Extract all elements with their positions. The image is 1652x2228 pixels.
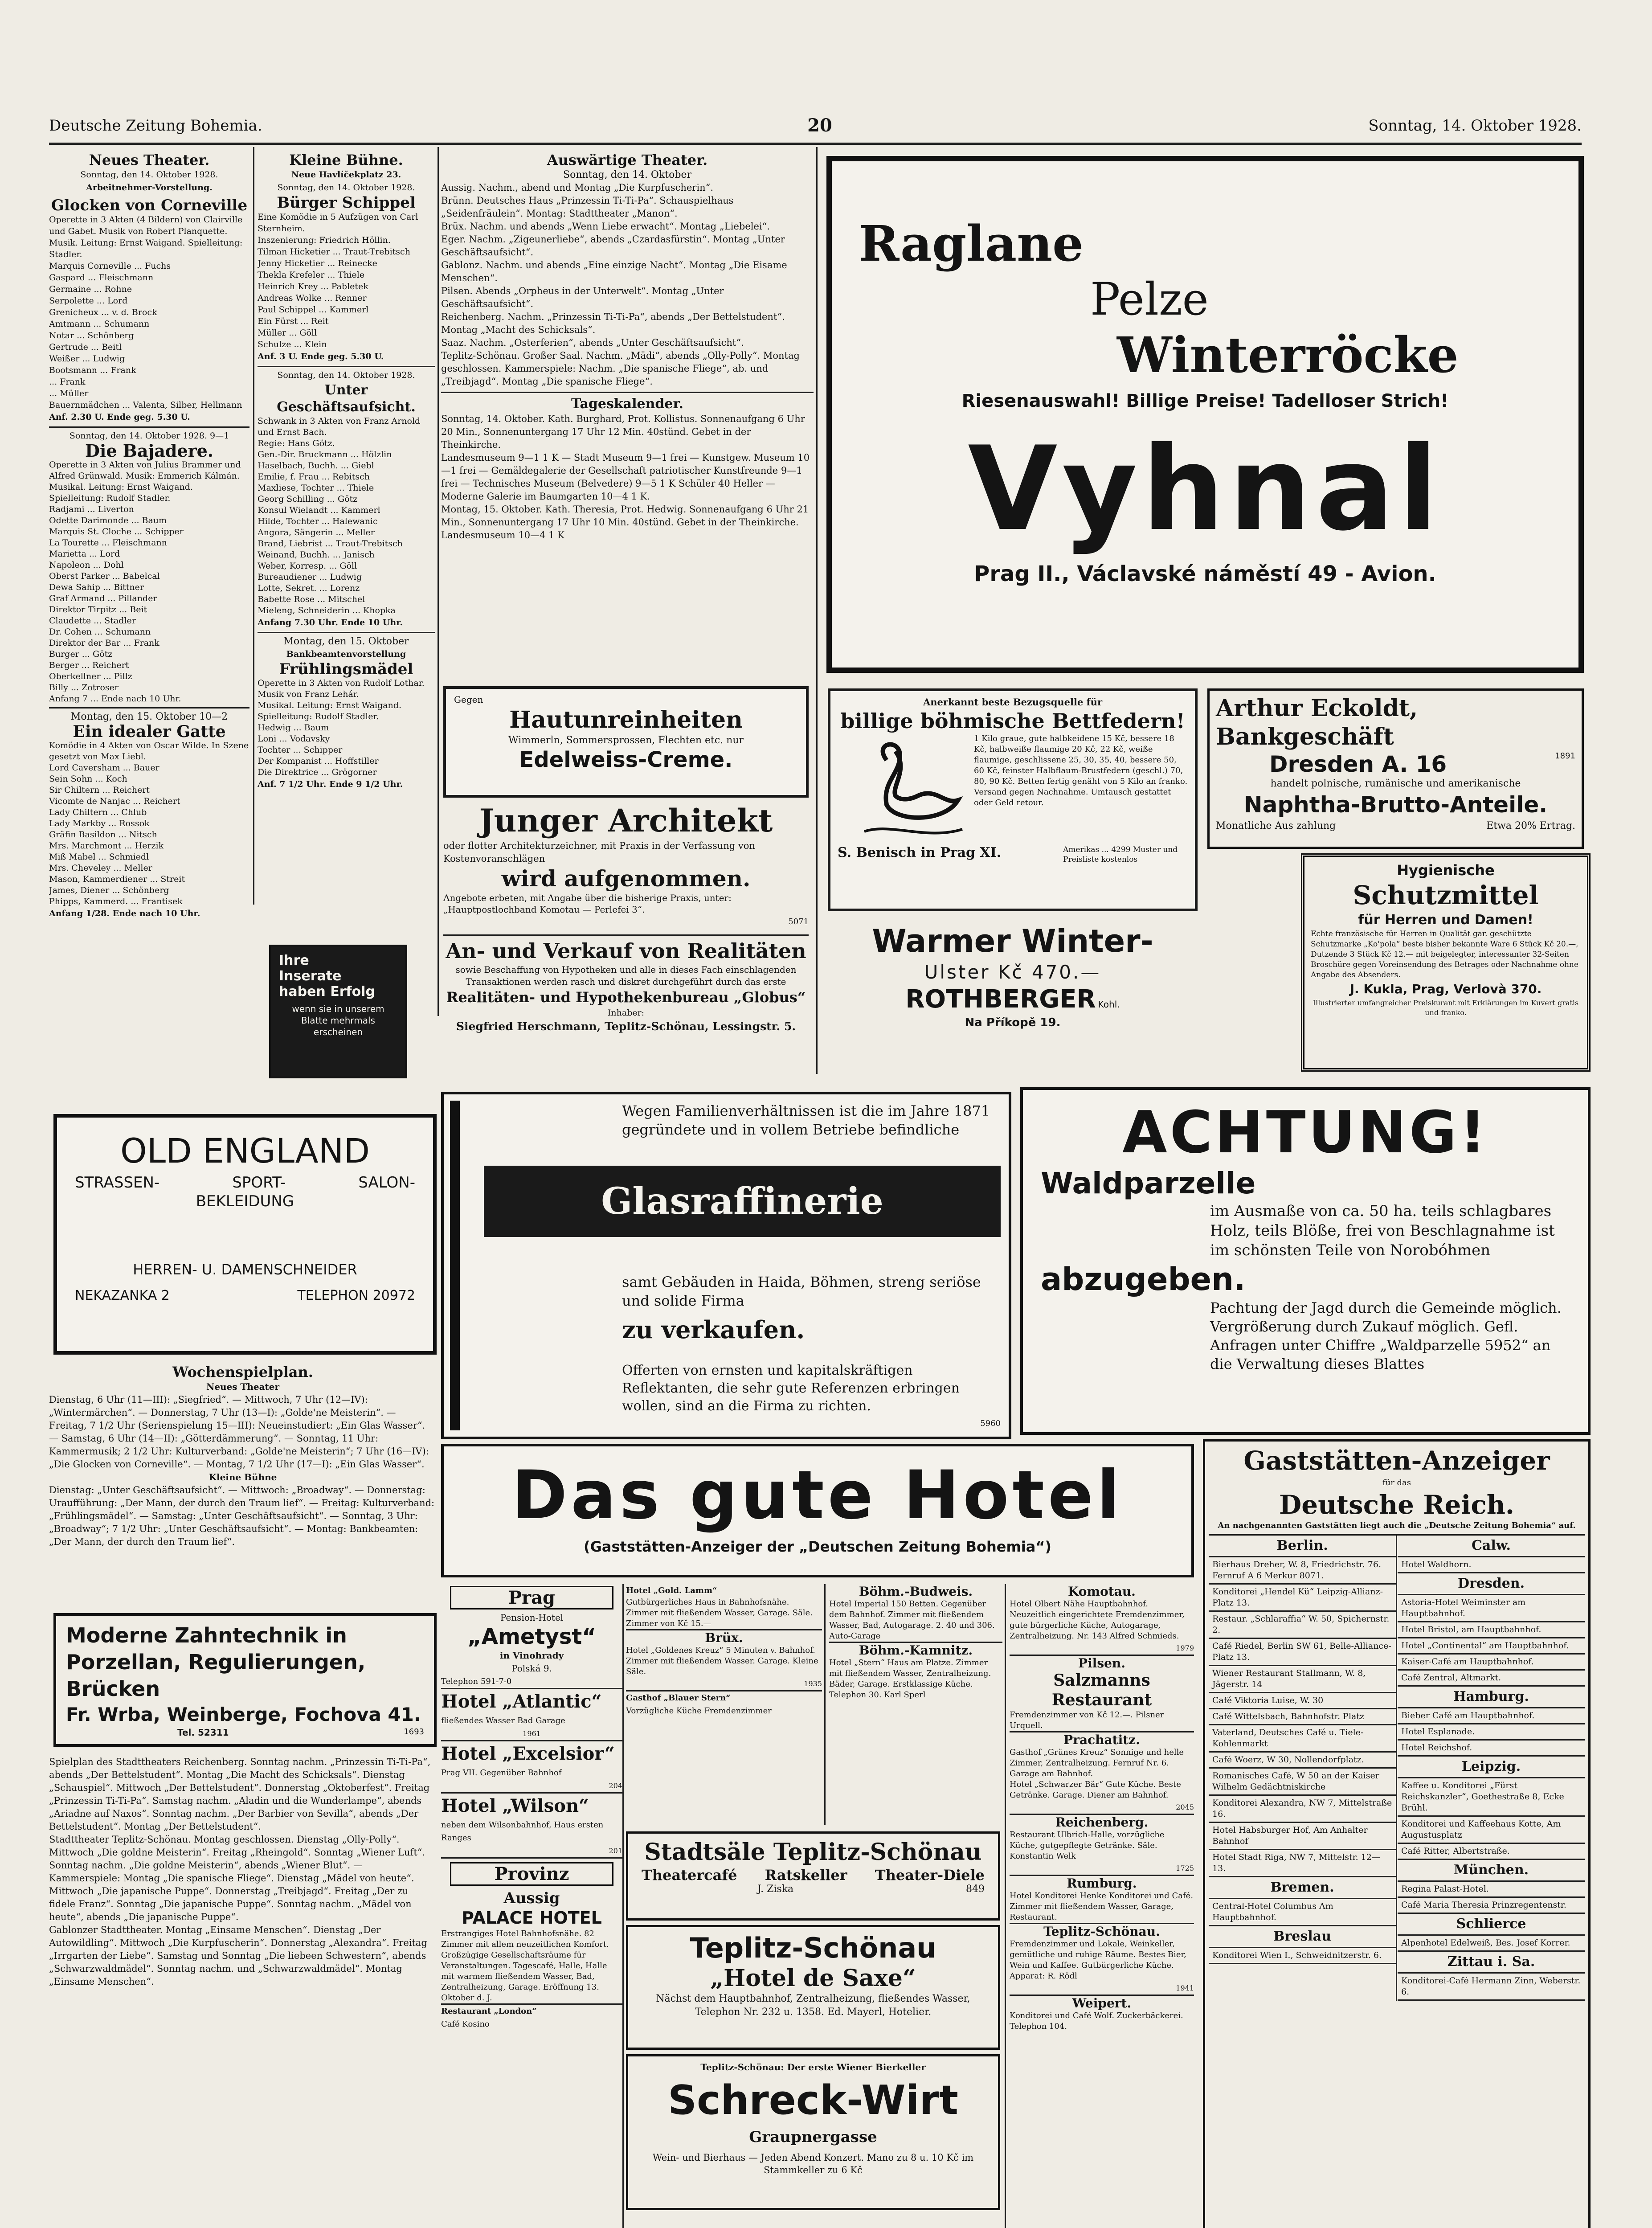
gaststaetten-city-heading: Bremen. [1209, 1877, 1396, 1899]
bett-firm: S. Benisch in Prag XI. [838, 845, 1002, 860]
schutz-foot: Illustrierter umfangreicher Preiskurant mit Erklärungen im Kuvert gratis und franko. [1313, 999, 1579, 1017]
auswaertige-title: Auswärtige Theater. [547, 152, 708, 168]
gaststaetten-entry: Alpenhotel Edelweiß, Bes. Josef Korrer. [1398, 1936, 1585, 1952]
brux-body: Hotel „Goldenes Kreuz“ 5 Minuten v. Bahnhof. Zimmer mit fließendem Wasser. Garage. Kleine Säle. [626, 1646, 818, 1676]
oe-l1a: STRASSEN- [75, 1174, 160, 1192]
gaststaetten-entry: Hotel Esplanade. [1398, 1724, 1585, 1741]
rothberger-brand-row [835, 985, 1190, 1014]
eckoldt-l1: handelt polnische, rumänische und amerikanische [1270, 778, 1521, 789]
weipert-heading: Weipert. [1072, 1996, 1132, 2011]
excelsior-title: Hotel „Excelsior“ [441, 1743, 615, 1764]
pilsen-heading: Pilsen. [1078, 1656, 1125, 1671]
ametyst-tel: Telephon 591-7-0 [441, 1675, 622, 1689]
ametyst-pre: Pension-Hotel [500, 1612, 564, 1623]
eckoldt-l3: Monatliche Aus zahlung [1216, 820, 1336, 831]
achtung-ad [1020, 1087, 1591, 1435]
header-rule [49, 143, 1582, 145]
architekt-ad [443, 802, 809, 936]
prachatitz2-body: Hotel „Schwarzer Bär“ Gute Küche. Beste Getränke. Garage. Diener am Bahnhof. [1010, 1780, 1181, 1800]
gaststaetten-city-heading: Zittau i. Sa. [1398, 1952, 1585, 1974]
schreck-sub: Graupnergasse [749, 2128, 877, 2146]
gaststaetten-entry: Vaterland, Deutsches Café u. Tiele-Kohlenmarkt [1209, 1725, 1396, 1753]
wochenspielplan [49, 1364, 437, 1613]
komotau-body: Hotel Olbert Nähe Hauptbahnhof. Neuzeitlich eingerichtete Fremdenzimmer, gute bürgerliche Küche, Autogarage, Zentralheizung. Nr. 143 Alfred Schmieds. [1010, 1599, 1185, 1641]
rothberger-ad [828, 918, 1198, 1065]
schutz-firm: J. Kukla, Prag, Verlovà 370. [1349, 982, 1542, 996]
glocken-cast: Operette in 3 Akten (4 Bildern) von Clairville und Gabet. Musik von Robert Planquette. Musik. Leitung: Ernst Waigand. Spielleitung: Stadler. Marquis Corneville ... Fuchs Gaspard ... Fleischmann Germaine ... Rohne Serpolette ... Lord Grenicheux ... v. d. Brock Amtmann ... Schumann Notar ... Schönberg Gertrude ... Beitl Weißer ... Ludwig Bootsmann ... Frank ... Frank ... Müller Bauernmädchen ... Valenta, Silber, Hellmann [49, 215, 243, 410]
bett-foot-row [838, 845, 1188, 864]
zahn-code: 1693 [404, 1727, 424, 1737]
glasraffinerie-ad [441, 1092, 1011, 1439]
stern-sub: Vorzügliche Küche Fremdenzimmer [626, 1706, 772, 1716]
rothberger-brand: ROTHBERGER [905, 985, 1096, 1014]
page-header-right: Sonntag, 14. Oktober 1928. [1368, 117, 1582, 135]
london-sub: Café Kosino [441, 2019, 490, 2029]
gaststaetten-grid [1209, 1536, 1585, 2001]
gaststaetten-entry: Hotel Stadt Riga, NW 7, Mittelstr. 12—13. [1209, 1850, 1396, 1877]
wochen-sub1: Neues Theater [206, 1381, 280, 1392]
oe-l1 [75, 1174, 415, 1192]
oe-l1b: SPORT- [232, 1174, 286, 1192]
eckoldt-city-row [1216, 751, 1575, 777]
komotau-code: 1979 [1010, 1642, 1194, 1656]
gaststaetten-city-heading: Dresden. [1398, 1573, 1585, 1595]
neues-sub: Arbeitnehmer-Vorstellung. [86, 183, 213, 192]
rumburg-body: Hotel Konditorei Henke Konditorei und Café. Zimmer mit fließendem Wasser, Garage, Restaurant. [1010, 1891, 1194, 1924]
saxe-city: Teplitz-Schönau [690, 1932, 936, 1964]
vyhnal-ad [826, 156, 1584, 673]
gaststaetten-entry: Café Viktoria Luise, W. 30 [1209, 1693, 1396, 1709]
gold-lamm-body: Gutbürgerliches Haus in Bahnhofsnähe. Zimmer mit fließendem Wasser, Garage. Säle. Zimmer von Kč 15.— [626, 1597, 822, 1630]
gatte-date: Montag, den 15. Oktober 10—2 [70, 711, 228, 722]
gaststaetten-note: An nachgenannten Gaststätten liegt auch die „Deutsche Zeitung Bohemia“ auf. [1209, 1520, 1585, 1536]
schutz-body: Echte französische für Herren in Qualität gar. geschützte Schutzmarke „Ko'pola“ beste bisher bekannte Ware 6 Stück Kč 20.—, Dutzende 3 Stück Kč 12.— mit beigelegter, interessanter 32-Seiten Broschüre gegen Voreinsendung des Betrages oder Nachnahme ohne Angabe des Absenders. [1311, 930, 1578, 979]
prachatitz-heading: Prachatitz. [1063, 1732, 1140, 1747]
bett-head: Anerkannt beste Bezugsquelle für [923, 696, 1103, 708]
prag-heading: Prag [450, 1586, 613, 1610]
ametyst-title: „Ametyst“ [467, 1624, 596, 1649]
schreck-foot: Wein- und Bierhaus — Jeden Abend Konzert. Mano zu 8 u. 10 Kč im Stammkeller zu 6 Kč [652, 2152, 974, 2175]
vyhnal-pelze: Pelze [1090, 273, 1209, 325]
schippel-cast: Eine Komödie in 5 Aufzügen von Carl Sternheim. Inszenierung: Friedrich Höllin. Tilman Hicketier ... Traut-Trebitsch Jenny Hicketier ... Reinecke Thekla Krefeler ... Thiele Heinrich Krey ... Pabletek Andreas Wolke ... Renner Paul Schippel ... Kammerl Ein Fürst ... Reit Müller ... Göll Schulze ... Klein [258, 212, 418, 349]
edelweiss-ad [443, 686, 809, 798]
glas-code: 5960 [980, 1419, 1001, 1428]
gaststaetten-entry: Café Ritter, Albertstraße. [1398, 1844, 1585, 1860]
gaststaetten-entry: Konditorei Wien I., Schweidnitzerstr. 6. [1209, 1948, 1396, 1964]
gaststaetten-city-heading: Leipzig. [1398, 1757, 1585, 1778]
oe-l1c: SALON- [358, 1174, 415, 1192]
gaststaetten-entry: Café Zentral, Altmarkt. [1398, 1671, 1585, 1687]
auswaertige-column [441, 152, 814, 686]
glas-bracket [450, 1101, 481, 1430]
kleine-date: Sonntag, den 14. Oktober 1928. [277, 183, 415, 192]
budweis-body: Hotel Imperial 150 Betten. Gegenüber dem Bahnhof. Zimmer mit fließendem Wasser, Bad, Autogarage. 2. 40 und 306. Auto-Garage [829, 1599, 1002, 1643]
stadtsaele-sub3: Theater-Diele [875, 1867, 985, 1884]
schutz-head: Hygienische [1397, 862, 1495, 879]
gaststaetten-title: Gaststätten-Anzeiger [1243, 1446, 1550, 1476]
rothberger-l2: Ulster Kč 470.— [924, 961, 1101, 983]
schutz-sub: für Herren und Damen! [1358, 912, 1533, 928]
stadtsaele-owner: J. Ziska [757, 1884, 794, 1895]
saxe-body: Nächst dem Hauptbahnhof, Zentralheizung, fließendes Wasser, Telephon Nr. 232 u. 1358. Ed. Mayerl, Hotelier. [656, 1993, 970, 2018]
inserate-ad [269, 945, 407, 1078]
gaststaetten-entry: Café Woerz, W 30, Nollendorfplatz. [1209, 1753, 1396, 1769]
fruehling-date: Montag, den 15. Oktober [283, 636, 409, 647]
stadtsaele-sub1: Theatercafé [642, 1867, 737, 1884]
eckoldt-l34 [1216, 819, 1575, 832]
hotels-col-c [824, 1584, 1002, 1825]
kamnitz-body: Hotel „Stern“ Haus am Platze. Zimmer mit fließendem Wasser, Zentralheizung. Bäder, Garage. Erstklassige Küche. Telephon 30. Karl Sperl [829, 1658, 991, 1700]
zahn-l2: Fr. Wrba, Weinberge, Fochova 41. [66, 1704, 421, 1725]
gaststaetten-anzeiger [1203, 1439, 1591, 2228]
gaststaetten-entry: Konditorei-Café Hermann Zinn, Weberstr. 6. [1398, 1974, 1585, 2001]
wochen-body1: Dienstag, 6 Uhr (11—III): „Siegfried“. — Mittwoch, 7 Uhr (12—IV): „Wintermärchen“. — Donnerstag, 7 Uhr (13—I): „Golde'ne Meisterin“. — Freitag, 7 1/2 Uhr (Serienspielung 15—III): Neueinstudiert: „Ein Glas Wasser“. — Samstag, 6 Uhr (14—II): „Götterdämmerung“. — Sonntag, 11 Uhr: Kammermusik; 2 1/2 Uhr: Kulturverband: „Golde'ne Meisterin“; 7 Uhr (16—IV): „Die Glocken von Corneville“. — Montag, 7 1/2 Uhr (17—I): „Ein Glas Wasser“. [49, 1394, 429, 1470]
glas-top: Wegen Familienverhältnissen ist die im Jahre 1871 gegründete und in vollem Betriebe befindliche [622, 1102, 990, 1138]
hotels-col-a [441, 1584, 624, 2228]
realitaeten-owner-label: Inhaber: [607, 1008, 645, 1018]
bett-body: 1 Kilo graue, gute halbkeidene 15 Kč, bessere 18 Kč, halbweiße flaumige 20 Kč, 22 Kč, weiße flaumige, geschlissene 25, 30, 35, 40, bessere 50, 60 Kč, feinster Halbflaum-Brustfedern (geschl.) 70, 80, 90 Kč. Betten fertig genäht von 5 Kilo an franko. Versand gegen Nachnahme. Umtausch gestattet oder Geld retour. [974, 734, 1188, 807]
wochen-body2: Dienstag: „Unter Geschäftsaufsicht“. — Mittwoch: „Broadway“. — Donnerstag: Uraufführung: „Der Mann, der durch den Traum lief“. — Freitag: Kulturverband: „Frühlingsmädel“. — Samstag: „Unter Geschäftsaufsicht“. — Sonntag, 3 Uhr: „Broadway“; 7 1/2 Uhr: „Unter Geschäftsaufsicht“. — Montag: Bankbeamten: „Der Mann, der durch den Traum lief“. [49, 1485, 435, 1547]
achtung-body: im Ausmaße von ca. 50 ha. teils schlagbares Holz, teils Blöße, frei von Beschlagnahme ist im schönsten Teile von Norobóhmen [1210, 1202, 1555, 1259]
hotels-col-d [1005, 1584, 1194, 2228]
gaststaetten-entry: Bieber Café am Hauptbahnhof. [1398, 1708, 1585, 1724]
oe-l3: HERREN- U. DAMENSCHNEIDER [133, 1261, 357, 1278]
glocken-times: Anf. 2.30 U. Ende geg. 5.30 U. [49, 411, 249, 428]
achtung-big: abzugeben. [1041, 1261, 1246, 1298]
gutes-hotel-title: Das gute Hotel [511, 1457, 1124, 1534]
edelweiss-l3: Edelweiss-Creme. [519, 747, 733, 772]
gaststaetten-entry: Konditorei und Kaffeehaus Kotte, Am Augustusplatz [1398, 1817, 1585, 1844]
teplitz2-code: 1941 [1010, 1982, 1194, 1996]
gaststaetten-col-left [1209, 1536, 1397, 2001]
edelweiss-l1: Hautunreinheiten [509, 706, 743, 733]
wilson-title: Hotel „Wilson“ [441, 1795, 589, 1816]
architekt-code: 5071 [788, 917, 809, 926]
gaststaetten-city-heading: Schlierce [1398, 1914, 1585, 1936]
wilson-sub: neben dem Wilsonbahnhof, Haus ersten Ranges [441, 1820, 604, 1843]
stadtsaele-title: Stadtsäle Teplitz-Schönau [644, 1839, 982, 1866]
gaststaetten-entry: Hotel Reichshof. [1398, 1741, 1585, 1757]
tageskalender-title: Tageskalender. [571, 396, 683, 412]
gaststaetten-entry: Bierhaus Dreher, W. 8, Friedrichstr. 76. Fernruf A 6 Merkur 8071. [1209, 1557, 1396, 1585]
atlantic-title: Hotel „Atlantic“ [441, 1691, 602, 1712]
reichenberg-body: Restaurant Ulbrich-Halle, vorzügliche Küche, gutgepflegte Getränke. Säle. Konstantin Welk [1010, 1830, 1165, 1861]
auswaertige-date: Sonntag, den 14. Oktober [563, 169, 691, 180]
gatte-times: Anfang 1/28. Ende nach 10 Uhr. [49, 909, 200, 918]
glas-big: zu verkaufen. [622, 1315, 805, 1344]
schreck-lead: Teplitz-Schönau: Der erste Wiener Bierkeller [700, 2062, 926, 2072]
realitaeten-ad [443, 938, 809, 1072]
vyhnal-brand: Vyhnal [968, 422, 1443, 557]
bettfedern-ad [828, 688, 1198, 911]
gaststaetten-city-heading: Hamburg. [1398, 1687, 1585, 1708]
atlantic-code: 1961 [441, 1727, 622, 1741]
gaststaetten-entry: Central-Hotel Columbus Am Hauptbahnhof. [1209, 1899, 1396, 1926]
stadtsaele-foot [633, 1884, 994, 1895]
eckoldt-l4: Etwa 20% Ertrag. [1486, 820, 1575, 831]
geschaeft-cast: Schwank in 3 Akten von Franz Arnold und Ernst Bach. Regie: Hans Götz. Gen.-Dir. Bruckmann ... Hölzlin Haselbach, Buchh. ... Giebl Emilie, f. Frau ... Rebitsch Maxliese, Tochter ... Thiele Georg Schilling ... Götz Konsul Wielandt ... Kammerl Hilde, Tochter ... Halewanic Angora, Sängerin ... Meller Brand, Liebrist ... Traut-Trebitsch Weinand, Buchh. ... Janisch Weber, Korresp. ... Göll Bureaudiener ... Ludwig Lotte, Sekret. ... Lorenz Babette Rose ... Mitschel Mieleng, Schneiderin ... Khopka [258, 416, 421, 615]
vyhnal-raglane: Raglane [859, 215, 1084, 272]
column-divider [816, 147, 818, 1074]
eckoldt-ad [1207, 688, 1584, 849]
neues-theater-title: Neues Theater. [89, 152, 210, 168]
wochen-sub2: Kleine Bühne [209, 1472, 277, 1483]
edelweiss-l2: Wimmerln, Sommersprossen, Flechten etc. nur [508, 735, 744, 746]
gutes-hotel-sub: (Gaststätten-Anzeiger der „Deutschen Zeitung Bohemia“) [583, 1538, 1052, 1555]
auswaertige-body: Aussig. Nachm., abend und Montag „Die Kurpfuscherin“. Brünn. Deutsches Haus „Prinzessin Ti-Ti-Pa“. Schauspielhaus „Seidenfräulein“. Montag: Stadttheater „Manon“. Brüx. Nachm. und abends „Wenn Liebe erwacht“. Montag „Liebelei“. Eger. Nachm. „Zigeunerliebe“, abends „Czardasfürstin“. Montag „Unter Geschäftsaufsicht“. Gablonz. Nachm. und abends „Eine einzige Nacht“. Montag „Die Eisame Menschen“. Pilsen. Abends „Orpheus in der Unterwelt“. Montag „Unter Geschäftsaufsicht“. Reichenberg. Nachm. „Prinzessin Ti-Ti-Pa“, abends „Der Bettelstudent“. Montag „Macht des Schicksals“. Saaz. Nachm. „Osterferien“, abends „Unter Geschäftsaufsicht“. Teplitz-Schönau. Großer Saal. Nachm. „Mädi“, abends „Olly-Polly“. Montag geschlossen. Kammerspiele: Nachm. „Die spanische Fliege“, ab. und „Treibjagd“. Montag „Die spanische Fliege“. [441, 181, 814, 393]
geschaeft-title: Unter Geschäftsaufsicht. [277, 382, 416, 415]
provinz-heading: Provinz [450, 1862, 613, 1886]
column-divider [438, 147, 439, 1016]
palace-title: PALACE HOTEL [462, 1908, 602, 1928]
architekt-foot: Angebote erbeten, mit Angabe über die bisherige Praxis, unter: „Hauptpostlochband Komotau — Perlefei 3“. [443, 893, 732, 915]
inserate-l2: Inserate [279, 968, 342, 984]
gaststaetten-entry: Restaur. „Schlaraffia“ W. 50, Spichernstr. 2. [1209, 1612, 1396, 1639]
gaststaetten-entry: Café Maria Theresia Prinzregentenstr. [1398, 1898, 1585, 1914]
oe-l2: BEKLEIDUNG [196, 1192, 294, 1210]
wochen-title: Wochenspielplan. [172, 1364, 313, 1380]
architekt-title: Junger Architekt [479, 802, 773, 839]
oe-tel: TELEPHON 20972 [297, 1288, 415, 1303]
gaststaetten-entry: Café Riedel, Berlin SW 61, Belle-Alliance-Platz 13. [1209, 1639, 1396, 1666]
oe-title: OLD ENGLAND [120, 1131, 370, 1171]
ametyst-addr: Polská 9. [511, 1663, 552, 1674]
architekt-big: wird aufgenommen. [501, 865, 751, 892]
neues-date: Sonntag, den 14. Oktober 1928. [80, 170, 218, 180]
zahn-l1: Moderne Zahntechnik in Porzellan, Regulierungen, Brücken [66, 1623, 366, 1701]
rothberger-brand-sub: Kohl. [1098, 999, 1120, 1010]
excelsior-code: 204 [441, 1779, 622, 1794]
realitaeten-title: An- und Verkauf von Realitäten [446, 939, 806, 963]
gaststaetten-city-heading: Breslau [1209, 1926, 1396, 1948]
bett-foot: Amerikas ... 4299 Muster und Preisliste kostenlos [1063, 845, 1178, 864]
gaststaetten-entry: Regina Palast-Hotel. [1398, 1882, 1585, 1898]
schippel-times: Anf. 3 U. Ende geg. 5.30 U. [258, 350, 435, 367]
atlantic-sub: fließendes Wasser Bad Garage [441, 1716, 565, 1725]
gutes-hotel-banner [441, 1444, 1194, 1577]
gaststaetten-entry: Konditorei „Hendel Kü“ Leipzig-Allianz-Platz 13. [1209, 1585, 1396, 1612]
eckoldt-side: 1891 [1555, 751, 1575, 761]
gatte-cast: Komödie in 4 Akten von Oscar Wilde. In Szene gesetzt von Max Liebl. Lord Caversham ... Bauer Sein Sohn ... Koch Sir Chiltern ... Reichert Vicomte de Nanjac ... Reichert Lady Chiltern ... Chlub Lady Markby ... Rossok Gräfin Basildon ... Nitsch Mrs. Marchmont ... Herzik Miß Mabel ... Schmiedl Mrs. Cheveley ... Meller Mason, Kammerdiener ... Streit James, Diener ... Schönberg Phipps, Kammerd. ... Frantisek [49, 741, 249, 906]
gaststaetten-city-heading: München. [1398, 1860, 1585, 1882]
bett-title: billige böhmische Bettfedern! [840, 709, 1185, 733]
gaststaetten-entry: Konditorei Alexandra, NW 7, Mittelstraße 16. [1209, 1796, 1396, 1823]
fruehling-cast: Operette in 3 Akten von Rudolf Lothar. Musik von Franz Lehár. Musikal. Leitung: Ernst Waigand. Spielleitung: Rudolf Stadler. Hedwig ... Baum Loni ... Vodavsky Tochter ... Schipper Der Kompanist ... Hoffstiller Die Direktrice ... Grögorner [258, 678, 425, 777]
eckoldt-title: Arthur Eckoldt, Bankgeschäft [1216, 695, 1418, 750]
geschaeft-date: Sonntag, den 14. Oktober 1928. [277, 370, 415, 380]
gaststaetten-entry: Café Wittelsbach, Bahnhofstr. Platz [1209, 1709, 1396, 1725]
vyhnal-address: Prag II., Václavské náměstí 49 - Avion. [974, 561, 1436, 586]
kleine-addr: Neue Havlíčekplatz 23. [291, 170, 401, 180]
gaststaetten-entry: Wiener Restaurant Stallmann, W. 8, Jägerstr. 14 [1209, 1666, 1396, 1693]
salzmann-title: Salzmanns Restaurant [1051, 1671, 1152, 1709]
teplitz2-body: Fremdenzimmer und Lokale, Weinkeller, gemütliche und ruhige Räume. Bestes Bier, Wein und Kaffee. Gutbürgerliche Küche. Apparat: R. Rödl [1010, 1939, 1186, 1981]
architekt-body: oder flotter Architekturzeichner, mit Praxis in der Verfassung von Kostenvoranschlägen [443, 840, 755, 864]
schutzmittel-ad [1301, 853, 1591, 1072]
realitaeten-body: sowie Beschaffung von Hypotheken und alle in dieses Fach einschlagenden Transaktionen werden rasch und diskret durchgeführt durch das erste [455, 964, 797, 987]
fruehling-sub: Bankbeamtenvorstellung [286, 649, 406, 659]
london-title: Restaurant „London“ [441, 2007, 537, 2016]
oe-l4 [75, 1288, 415, 1303]
reichenberg-heading: Reichenberg. [1055, 1815, 1149, 1830]
gaststaetten-city-heading: Berlin. [1209, 1536, 1396, 1557]
geschaeft-times: Anfang 7.30 Uhr. Ende 10 Uhr. [258, 616, 435, 633]
stadtsaele-ad [626, 1831, 1000, 1921]
stadtsaele-sub2: Ratskeller [765, 1867, 847, 1884]
zahn-tel: Tel. 52311 [177, 1727, 229, 1738]
old-england-ad [53, 1114, 437, 1355]
neues-theater-column [49, 152, 249, 1087]
bajadere-title: Die Bajadere. [85, 441, 214, 461]
achtung-foot: Pachtung der Jagd durch die Gemeinde möglich. Vergrößerung durch Zukauf möglich. Gefl. Anfragen unter Chiffre „Waldparzelle 5952“ an die Verwaltung dieses Blattes [1210, 1299, 1562, 1372]
gaststaetten-entry: Hotel Bristol, am Hauptbahnhof. [1398, 1622, 1585, 1638]
weipert-body: Konditorei und Café Wolf. Zuckerbäckerei. Telephon 104. [1010, 2011, 1183, 2031]
gaststaetten-entry: Romanisches Café, W 50 an der Kaiser Wilhelm Gedächtniskirche [1209, 1769, 1396, 1796]
gaststaetten-entry: Kaffee u. Konditorei „Fürst Reichskanzler“, Goethestraße 8, Ecke Brühl. [1398, 1778, 1585, 1817]
realitaeten-big: Realitäten- und Hypothekenbureau „Globus“ [446, 989, 806, 1006]
gaststaetten-entry: Hotel Waldhorn. [1398, 1557, 1585, 1573]
edelweiss-small: Gegen [454, 694, 483, 705]
page-header-left: Deutsche Zeitung Bohemia. [49, 117, 262, 135]
bett-body-row [838, 733, 1188, 845]
teplitz2-heading: Teplitz-Schönau. [1043, 1924, 1160, 1939]
tageskalender-body: Sonntag, 14. Oktober. Kath. Burghard, Prot. Kollistus. Sonnenaufgang 6 Uhr 20 Min., Sonnenuntergang 17 Uhr 12 Min. 40stünd. Gebet in der Theinkirche. Landesmuseum 9—1 1 K — Stadt Museum 9—1 frei — Kunstgew. Museum 10—1 frei — Gemäldegalerie der Gesellschaft patriotischer Kunstfreunde 9—1 frei — Technisches Museum (Belvedere) 9—5 1 K Schüler 40 Heller — Moderne Galerie im Baumgarten 10—4 1 K. Montag, 15. Oktober. Kath. Theresia, Prot. Hedwig. Sonnenaufgang 6 Uhr 21 Min., Sonnenuntergang 17 Uhr 10 Min. 40stünd. Gebet in der Theinkirche. Landesmuseum 10—4 1 K [441, 414, 810, 541]
oe-addr: NEKAZANKA 2 [75, 1288, 170, 1303]
ametyst-sub: in Vinohrady [499, 1650, 564, 1661]
zahntechnik-ad [53, 1613, 437, 1747]
achtung-sub: Waldparzelle [1041, 1166, 1256, 1200]
vyhnal-winterroecke: Winterröcke [1117, 326, 1459, 384]
fruehling-title: Frühlingsmädel [279, 660, 413, 678]
stadtsaele-code: 849 [966, 1884, 985, 1895]
glas-foot: Offerten von ernsten und kapitalskräftigen Reflektanten, die sehr gute Referenzen erbringen wollen, sind an die Firma zu richten. [622, 1363, 960, 1414]
hotels-col-b [626, 1584, 822, 1825]
schippel-title: Bürger Schippel [277, 194, 416, 212]
wilson-code: 201 [441, 1844, 622, 1859]
fruehling-times: Anf. 7 1/2 Uhr. Ende 9 1/2 Uhr. [258, 779, 403, 789]
vyhnal-tagline: Riesenauswahl! Billige Preise! Tadelloser Strich! [961, 391, 1449, 411]
glas-mid: samt Gebäuden in Haida, Böhmen, streng seriöse und solide Firma [622, 1274, 981, 1309]
gatte-title: Ein idealer Gatte [73, 722, 226, 741]
bajadere-cast: Operette in 3 Akten von Julius Brammer und Alfred Grünwald. Musik: Emmerich Kálmán. Musikal. Leitung: Ernst Waigand. Spielleitung: Rudolf Stadler. Radjami ... Liverton Odette Darimonde ... Baum Marquis St. Cloche ... Schipper La Tourette ... Fleischmann Marietta ... Lord Napoleon ... Dohl Oberst Parker ... Babelcal Dewa Sahip ... Bittner Graf Armand ... Pillander Direktor Tirpitz ... Beit Claudette ... Stadler Dr. Cohen ... Schumann Direktor der Bar ... Frank Burger ... Götz Berger ... Reichert Oberkellner ... Pillz Billy ... Zotroser Anfang 7 ... Ende nach 10 Uhr. [49, 459, 249, 709]
bajadere-date: Sonntag, den 14. Oktober 1928. 9—1 [69, 431, 229, 441]
schreck-title: Schreck-Wirt [668, 2077, 958, 2124]
swan-icon [838, 733, 971, 845]
gaststaetten-for: für das [1382, 1478, 1411, 1487]
brux-heading: Brüx. [705, 1630, 743, 1645]
eckoldt-l2: Naphtha-Brutto-Anteile. [1243, 792, 1548, 818]
achtung-title: ACHTUNG! [1122, 1098, 1488, 1166]
rothberger-addr: Na Příkopě 19. [965, 1016, 1061, 1029]
brux-code: 1935 [626, 1677, 822, 1691]
gaststaetten-col-right [1398, 1536, 1585, 2001]
kleine-title: Kleine Bühne. [289, 152, 403, 168]
realitaeten-owner: Siegfried Herschmann, Teplitz-Schönau, Lessingstr. 5. [456, 1020, 796, 1033]
excelsior-sub: Prag VII. Gegenüber Bahnhof [441, 1768, 562, 1777]
spielplan-provinz: Spielplan des Stadttheaters Reichenberg. Sonntag nachm. „Prinzessin Ti-Ti-Pa“, abends „Der Bettelstudent“. Montag „Die Macht des Schicksals“. Dienstag „Schauspiel“. Mittwoch „Der Bettelstudent“. Donnerstag „Oktoberfest“. Freitag „Prinzessin Ti-Ti-Pa“. Samstag nachm. „Aladin und die Wunderlampe“, abends „Ariadne auf Naxos“. Sonntag nachm. „Der Barbier von Sevilla“, abends „Der Bettelstudent“. Montag „Der Bettelstudent“. Stadttheater Teplitz-Schönau. Montag geschlossen. Dienstag „Olly-Polly“. Mittwoch „Die goldne Meisterin“. Freitag „Rheingold“. Sonntag „Wiener Luft“. Sonntag nachm. „Die goldne Meisterin“, abends „Wiener Blut“. — Kammerspiele: Montag „Die spanische Fliege“. Dienstag „Mädel von heute“. Mittwoch „Die japanische Puppe“. Donnerstag „Treibjagd“. Freitag „Der zu fidele Franz“. Sonntag „Die japanische Puppe“. Sonntag nachm. „Mädel von heute“, abends „Die japanische Puppe“. Gablonzer Stadttheater. Montag „Einsame Menschen“. Dienstag „Der Autowildling“. Mittwoch „Die Kurpfuscherin“. Donnerstag „Alexandra“. Freitag „Irrgarten der Liebe“. Samstag und Sonntag „Die liebeen Schwestern“, abends „Schwarzwaldmädel“. Sonntag nachm. und „Schwarzwaldmädel“. Montag „Einsame Menschen“. [49, 1757, 431, 1987]
komotau-heading: Komotau. [1068, 1584, 1136, 1599]
saxe-ad [626, 1925, 1000, 2050]
zahn-foot [66, 1727, 424, 1738]
gaststaetten-reich: Deutsche Reich. [1279, 1490, 1515, 1520]
reichenberg-code: 1725 [1010, 1862, 1194, 1876]
schutz-title: Schutzmittel [1353, 880, 1539, 910]
gaststaetten-entry: Astoria-Hotel Weiminster am Hauptbahnhof. [1398, 1595, 1585, 1622]
inserate-l3: haben Erfolg [279, 984, 375, 999]
gaststaetten-entry: Hotel Habsburger Hof, Am Anhalter Bahnhof [1209, 1823, 1396, 1850]
salzmann-body: Fremdenzimmer von Kč 12.—. Pilsner Urquell. [1010, 1710, 1194, 1732]
stern-title: Gasthof „Blauer Stern“ [626, 1693, 731, 1703]
gaststaetten-city-heading: Calw. [1398, 1536, 1585, 1557]
schreck-ad [626, 2054, 1000, 2210]
eckoldt-city: Dresden A. 16 [1269, 751, 1447, 777]
aussig-heading: Aussig [503, 1889, 560, 1907]
prachatitz2-code: 2045 [1010, 1801, 1194, 1815]
stadtsaele-subs [633, 1867, 994, 1884]
saxe-title: „Hotel de Saxe“ [710, 1965, 916, 1992]
page-number: 20 [807, 115, 832, 136]
inserate-l4: wenn sie in unserem Blatte mehrmals erscheinen [292, 1003, 384, 1037]
gaststaetten-entry: Kaiser-Café am Hauptbahnhof. [1398, 1655, 1585, 1671]
gaststaetten-entry: Hotel „Continental“ am Hauptbahnhof. [1398, 1638, 1585, 1655]
column-divider [253, 147, 254, 905]
inserate-l1: Ihre [279, 953, 309, 968]
palace-body: Erstrangiges Hotel Bahnhofsnähe. 82 Zimmer mit allem neuzeitlichen Komfort. Großzügige Gesellschaftsräume für Veranstaltungen. Tagescafé, Halle, Halle mit warmem fließendem Wasser, Bad, Zentralheizung, Garage. Eröffnung 13. Oktober d. J. [441, 1929, 622, 2005]
rumburg-heading: Rumburg. [1067, 1876, 1137, 1891]
prachatitz-body: Gasthof „Grünes Kreuz“ Sonnige und helle Zimmer, Zentralheizung. Fernruf Nr. 6. Garage am Bahnhof. [1010, 1748, 1184, 1778]
kleine-buehne-column [258, 152, 435, 954]
glocken-title: Glocken von Corneville [51, 197, 248, 214]
budweis-heading: Böhm.-Budweis. [859, 1584, 973, 1599]
kamnitz-heading: Böhm.-Kamnitz. [859, 1643, 973, 1658]
rothberger-l1: Warmer Winter- [872, 923, 1153, 959]
gold-lamm-title: Hotel „Gold. Lamm“ [626, 1586, 717, 1595]
glas-brand: Glasraffinerie [484, 1166, 1001, 1237]
